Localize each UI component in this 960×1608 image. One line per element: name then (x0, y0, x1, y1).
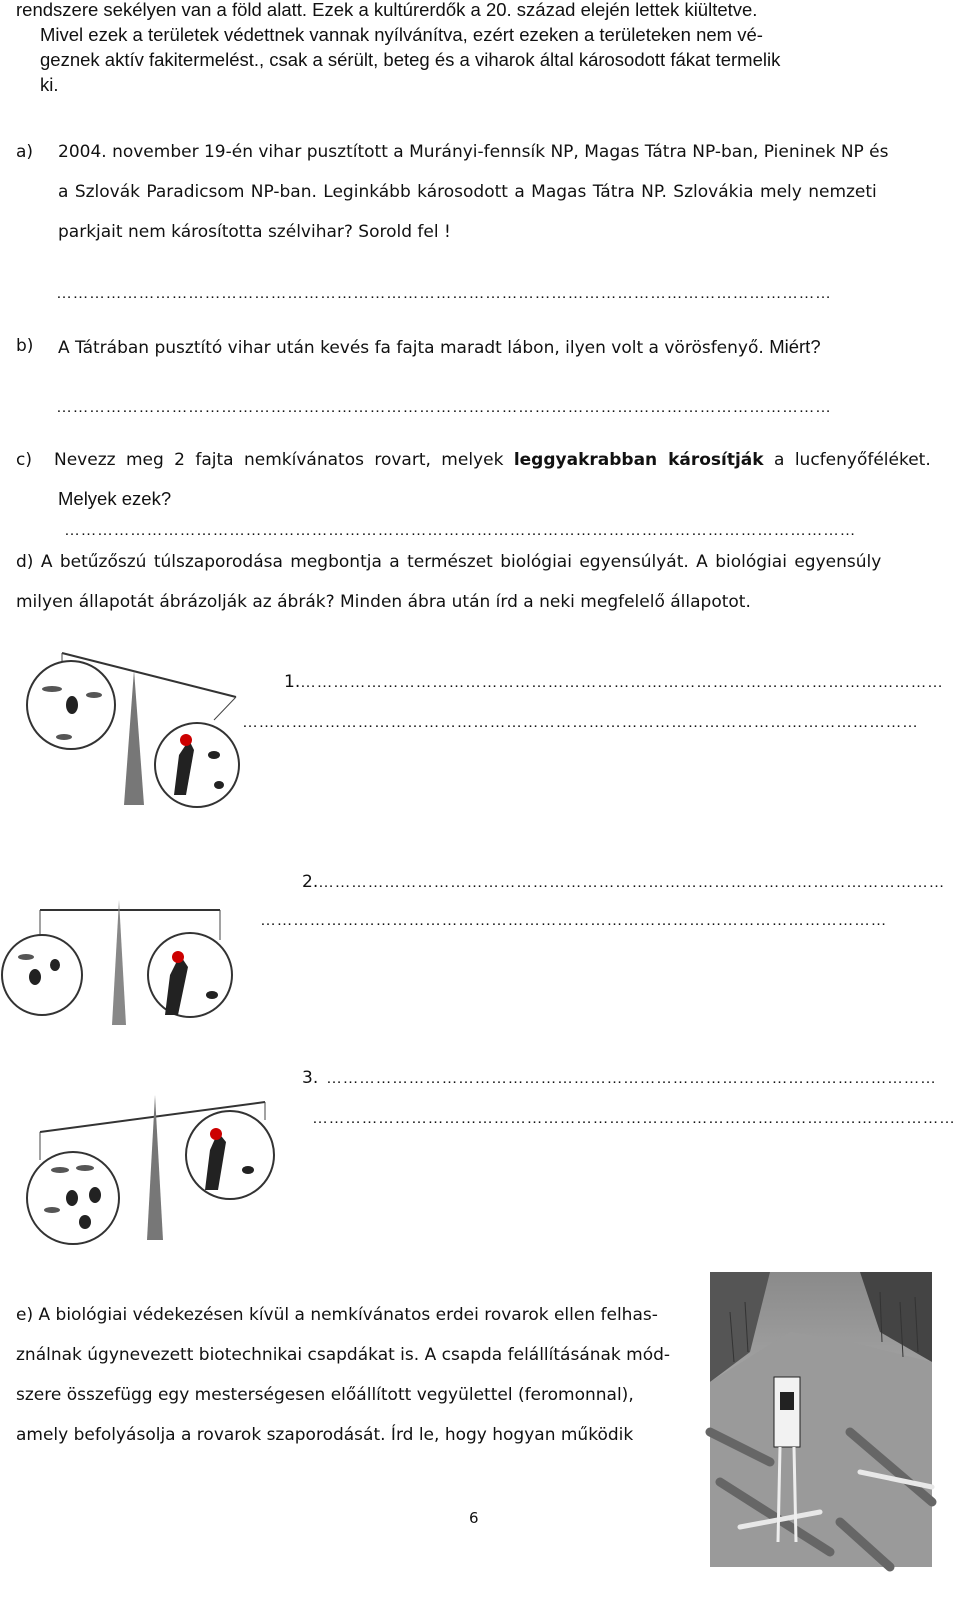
question-c-text: Nevezz meg 2 fajta nemkívánatos rovart, melyek leggyakrabban károsítják a lucfenyőféléket. (54, 450, 931, 470)
question-e-line-2: ználnak úgynevezett biotechnikai csapdákat is. A csapda felállításának mód- (16, 1345, 671, 1365)
question-e-line-3: szere összefügg egy mesterségesen előállított vegyülettel (feromonnal), (16, 1385, 634, 1405)
question-a-label: a) (16, 142, 34, 162)
item-1-number: 1. (284, 672, 301, 692)
balance-diagram-2 (0, 895, 240, 1035)
intro-line-3: geznek aktív fakitermelést., csak a sérült, beteg és a viharok által károsodott fákat termelik (40, 49, 781, 70)
item-3-number: 3. (302, 1068, 319, 1088)
question-c-answer-line[interactable]: ……………………………………………………………………………………………………………………………… (64, 522, 856, 539)
question-b-answer-line[interactable]: …………………………………………………………………………………………………………………………… (56, 399, 832, 416)
intro-line-1: rendszere sekélyen van a föld alatt. Ezek a kultúrerdők a 20. század elején lettek kiültetve. (16, 0, 758, 20)
question-b-text: A Tátrában pusztító vihar után kevés fa fajta maradt lábon, ilyen volt a vörösfenyő. Miért? (58, 336, 821, 358)
item-2-answer-line-2[interactable]: …………………………………………………………………………………………………… (260, 912, 887, 929)
question-a-line-3: parkjait nem károsította szélvihar? Sorold fel ! (58, 222, 451, 242)
question-c-label: c) (16, 450, 32, 470)
item-2-answer-line-1[interactable]: …………………………………………………………………………………………………… (318, 874, 945, 891)
page-number: 6 (469, 1509, 479, 1527)
intro-line-4: ki. (40, 74, 59, 95)
intro-line-2: Mivel ezek a területek védettnek vannak nyílvánítva, ezért ezeken a területeken nem vé- (40, 24, 763, 45)
question-a-line-1: 2004. november 19-én vihar pusztított a Murányi-fennsík NP, Magas Tátra NP-ban, Pieninek NP és (58, 142, 889, 162)
item-3-answer-line-2[interactable]: ……………………………………………………………………………………………………… (312, 1110, 956, 1127)
question-b-label: b) (16, 336, 34, 356)
balance-diagram-1 (14, 645, 244, 810)
question-d-line-2: milyen állapotát ábrázolják az ábrák? Minden ábra után írd a neki megfelelő állapotot. (16, 592, 751, 612)
item-3-answer-line-1[interactable]: ………………………………………………………………………………………………… (326, 1070, 937, 1087)
item-2-number: 2. (302, 872, 319, 892)
question-c-line-2: Melyek ezek? (58, 488, 172, 509)
question-a-answer-line[interactable]: …………………………………………………………………………………………………………………………… (56, 285, 832, 302)
question-d-line-1: d) A betűzőszú túlszaporodása megbontja a természet biológiai egyensúlyát. A biológiai egyensúly (16, 552, 882, 572)
item-1-answer-line-2[interactable]: …………………………………………………………………………………………………………… (242, 714, 919, 731)
question-a-line-2: a Szlovák Paradicsom NP-ban. Leginkább károsodott a Magas Tátra NP. Szlovákia mely nemzeti (58, 182, 877, 202)
balance-diagram-3 (30, 1090, 280, 1250)
question-e-line-4: amely befolyásolja a rovarok szaporodását. Írd le, hogy hogyan működik (16, 1425, 634, 1445)
pheromone-trap-photo (710, 1272, 932, 1567)
question-e-line-1: e) A biológiai védekezésen kívül a nemkívánatos erdei rovarok ellen felhas- (16, 1305, 658, 1325)
item-1-answer-line-1[interactable]: ……………………………………………………………………………………………………… (300, 674, 944, 691)
